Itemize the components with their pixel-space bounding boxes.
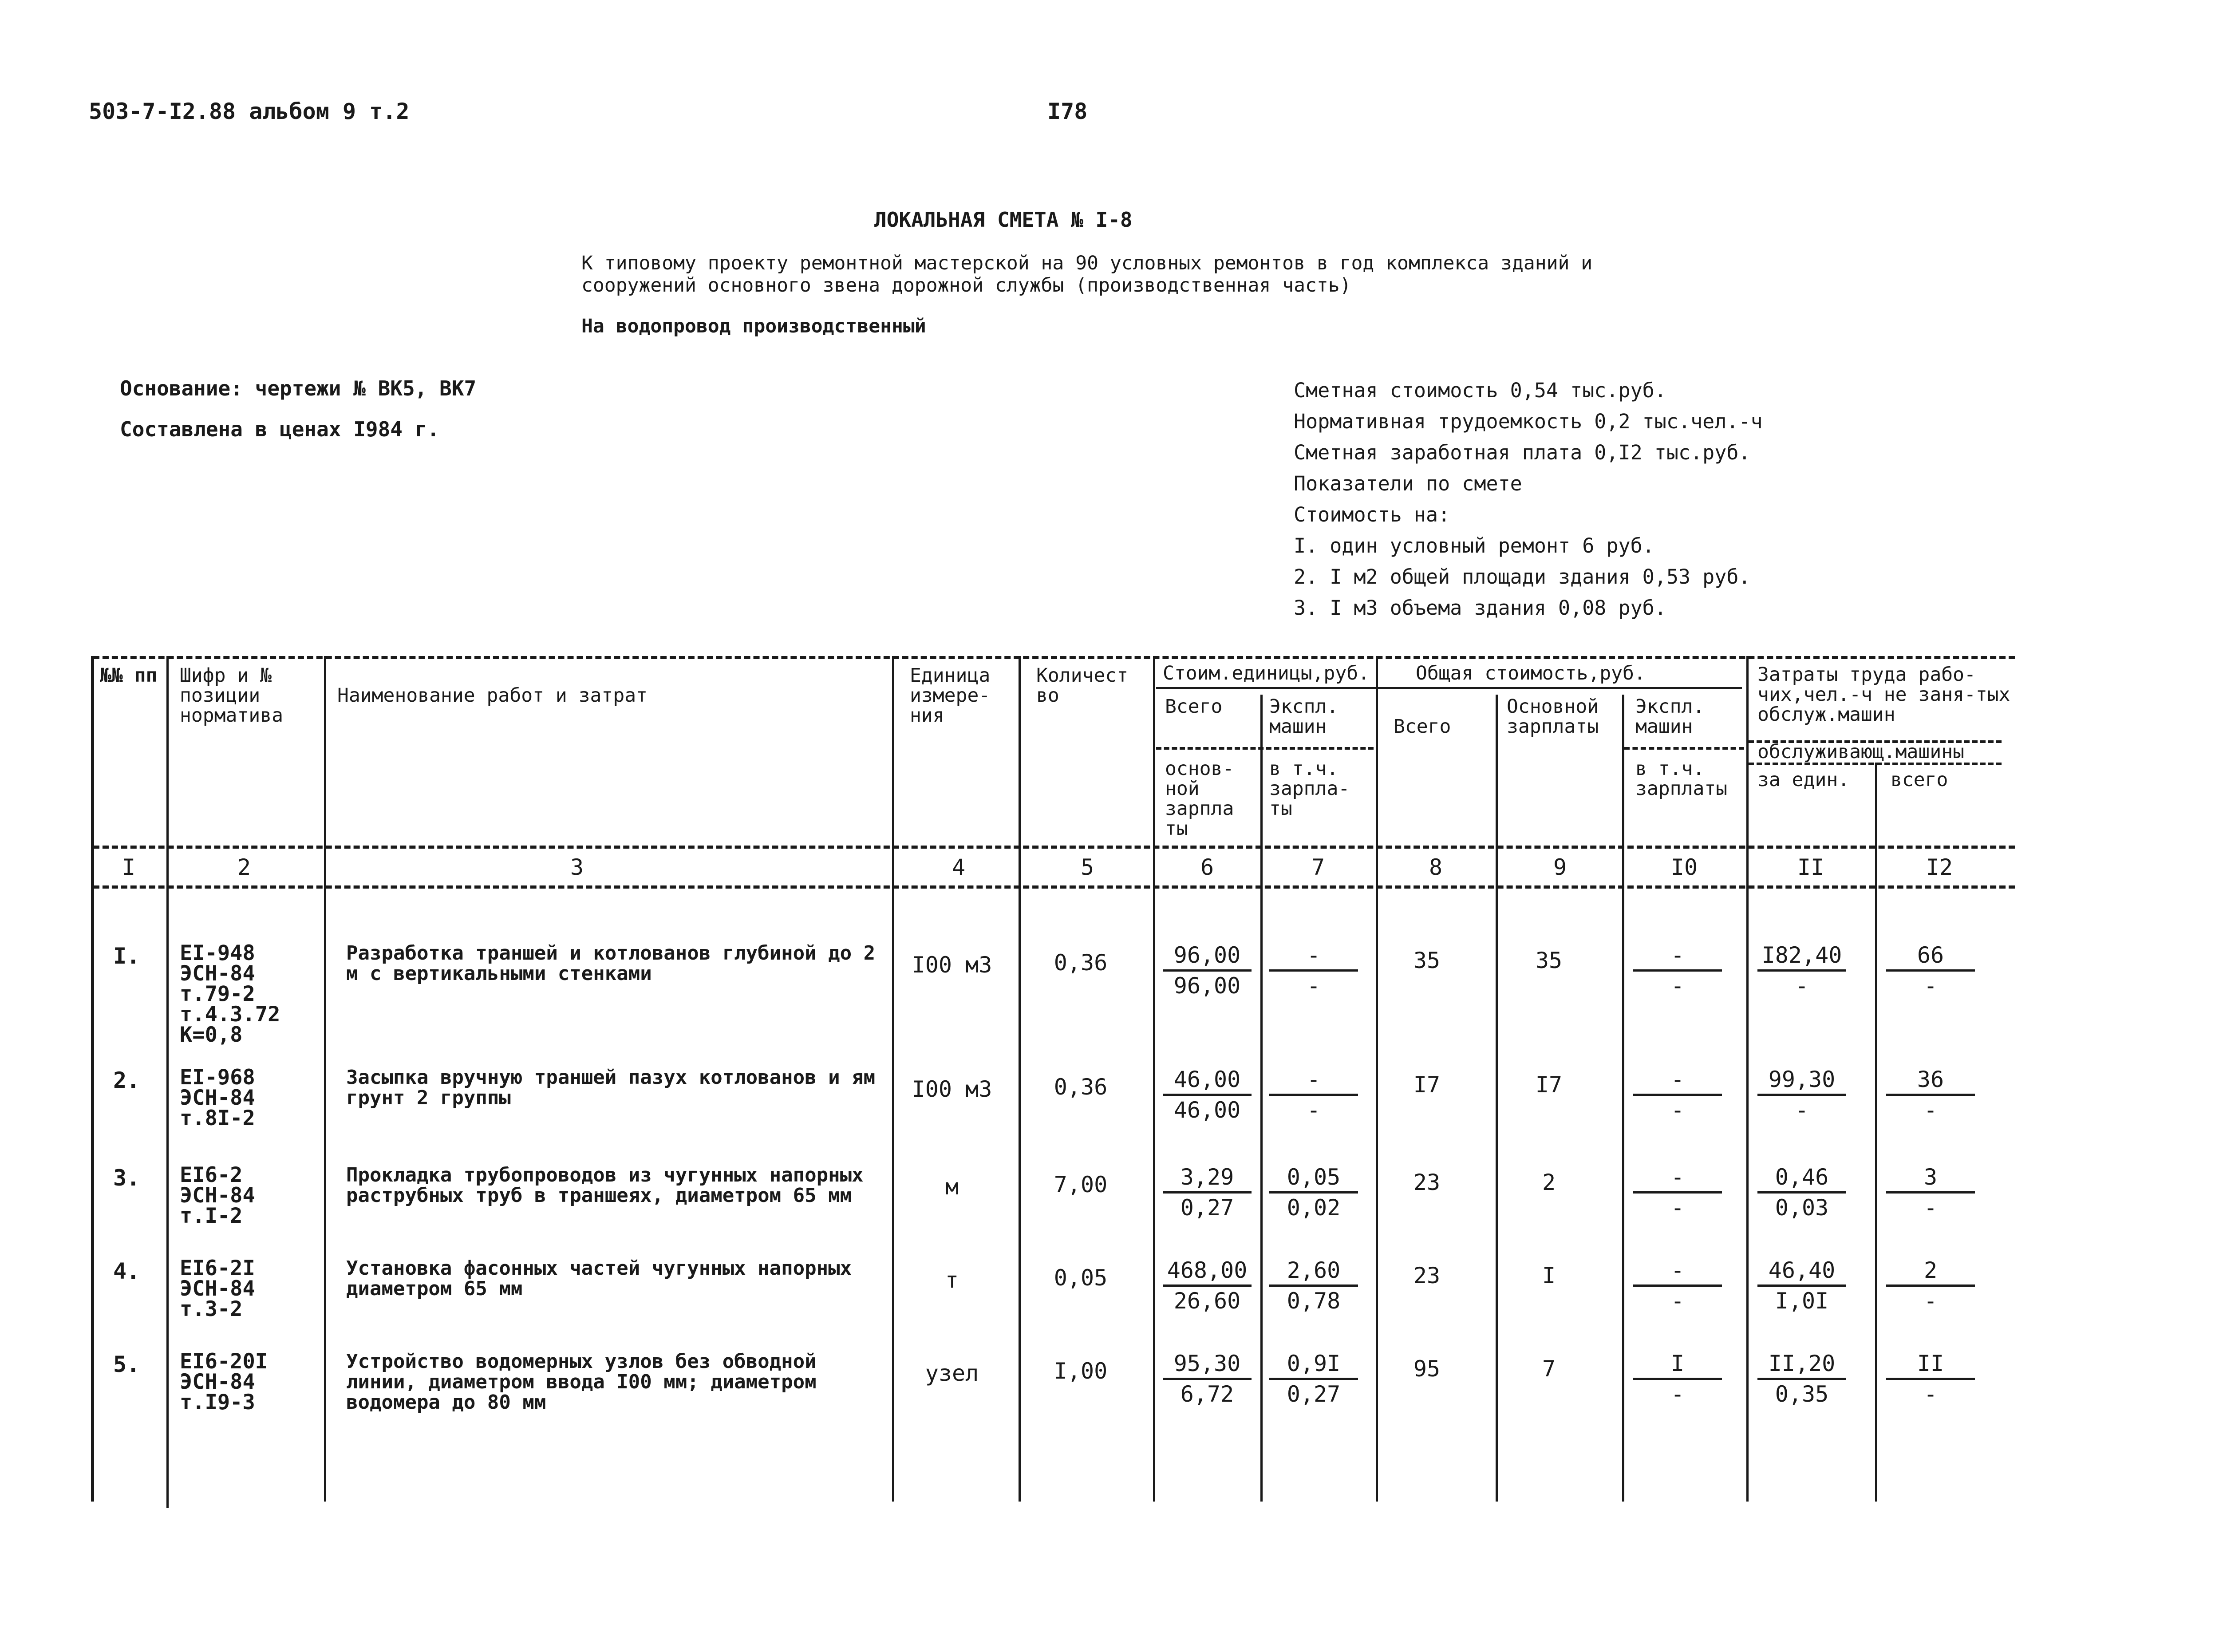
col-header-qty: Количест во (1036, 664, 1129, 707)
col-header-index: №№ пп (100, 664, 158, 687)
group-header-labor: Затраты труда рабо-чих,чел.-ч не заня-тых обслуж.машин (1757, 664, 2010, 726)
colnum-bottom-rule (93, 885, 2015, 889)
row-total-cost: 35 (1413, 948, 1441, 973)
row-qty: 0,36 (1054, 1074, 1108, 1100)
col-number: 2 (237, 854, 251, 880)
row-total-cost: 23 (1413, 1263, 1441, 1288)
document-subtitle: К типовому проекту ремонтной мастерской на 90 условных ремонтов в год комплекса зданий и сооружений основного звена дорожной службы (производственная часть) (581, 252, 1593, 296)
col-header-7b: в т.ч. зарпла-ты (1269, 758, 1350, 820)
row-unit: I00 м3 (912, 1076, 992, 1102)
prices-note: Составлена в ценах I984 г. (120, 417, 440, 441)
row-number: I. (113, 943, 140, 969)
col-rule (1622, 695, 1624, 1502)
row-total-wages: 7 (1542, 1356, 1556, 1382)
row-norm-code: EI6-2 ЭСН-84 т.I-2 (180, 1163, 255, 1228)
row-unit-cost-total-bottom: 46,00 (1173, 1097, 1241, 1123)
col-header-9: Основной зарплаты (1507, 696, 1599, 738)
col-header-8: Всего (1394, 715, 1451, 738)
col-rule (324, 656, 326, 1502)
row-labor-unit (1757, 1349, 1846, 1408)
table-top-rule (93, 656, 2015, 659)
row-unit-cost-machines (1269, 1163, 1358, 1222)
row-labor-unit-bottom: 0,03 (1775, 1195, 1829, 1221)
row-total-wages: I7 (1535, 1072, 1563, 1098)
row-unit-cost-machines-top: - (1269, 1065, 1358, 1096)
row-labor-unit (1757, 1065, 1846, 1124)
row-labor-unit-top: 99,30 (1757, 1065, 1846, 1096)
row-unit-cost-machines (1269, 1256, 1358, 1315)
row-total-machines-top: I (1633, 1349, 1722, 1380)
col-header-code: Шифр и № позиции норматива (180, 664, 283, 727)
col-header-7a: Экспл. машин (1269, 696, 1339, 738)
row-unit-cost-total-bottom: 6,72 (1180, 1381, 1234, 1407)
row-labor-total-bottom: - (1923, 1195, 1938, 1221)
row-total-cost: 23 (1413, 1170, 1441, 1195)
row-labor-unit-top: I82,40 (1757, 941, 1846, 972)
row-unit: I00 м3 (912, 952, 992, 978)
group-header-labor-sub: обслуживающ.машины (1757, 741, 1964, 763)
row-unit-cost-machines-top: 0,05 (1269, 1163, 1358, 1194)
row-total-machines-top: - (1633, 1163, 1722, 1194)
row-total-cost: 95 (1413, 1356, 1441, 1382)
cell-rule (1624, 747, 1744, 750)
row-unit-cost-machines-bottom: - (1307, 973, 1321, 999)
group-underline (1156, 687, 1742, 689)
col-rule (1260, 695, 1263, 1502)
row-unit-cost-total (1163, 1065, 1252, 1124)
row-total-machines (1633, 1065, 1722, 1124)
row-labor-unit-top: 0,46 (1757, 1163, 1846, 1194)
row-labor-total (1886, 1163, 1975, 1222)
row-unit-cost-machines-top: - (1269, 941, 1358, 972)
row-total-machines-top: - (1633, 1256, 1722, 1287)
row-work-name: Прокладка трубопроводов из чугунных напорных раструбных труб в траншеях, диаметром 65 мм (346, 1164, 864, 1207)
row-unit-cost-total (1163, 941, 1252, 1000)
summary-line: Нормативная трудоемкость 0,2 тыс.чел.-ч (1294, 410, 1763, 433)
row-number: 3. (113, 1165, 140, 1191)
row-labor-total-bottom: - (1923, 1288, 1938, 1314)
row-unit: узел (925, 1360, 979, 1386)
summary-line: Сметная стоимость 0,54 тыс.руб. (1294, 379, 1666, 402)
row-labor-total (1886, 1065, 1975, 1124)
col-header-unit: Единица измере-ния (910, 664, 991, 727)
row-unit-cost-total-top: 3,29 (1163, 1163, 1252, 1194)
row-work-name: Засыпка вручную траншей пазух котлованов и ям грунт 2 группы (346, 1066, 876, 1109)
row-total-machines-bottom: - (1670, 1195, 1685, 1221)
document-title: ЛОКАЛЬНАЯ СМЕТА № I-8 (874, 208, 1133, 232)
col-number: 7 (1311, 854, 1325, 880)
row-total-machines-top: - (1633, 1065, 1722, 1096)
col-rule (1496, 695, 1498, 1502)
col-rule (1153, 656, 1155, 1502)
row-total-wages: 35 (1535, 948, 1563, 973)
row-total-machines-bottom: - (1670, 1381, 1685, 1407)
row-unit-cost-machines-bottom: - (1307, 1097, 1321, 1123)
row-number: 2. (113, 1067, 140, 1093)
row-work-name: Разработка траншей и котлованов глубиной до 2 м с вертикальными стенками (346, 942, 876, 985)
row-unit-cost-machines-top: 0,9I (1269, 1349, 1358, 1380)
row-total-cost: I7 (1413, 1072, 1441, 1098)
col-number: I2 (1926, 854, 1953, 880)
row-unit-cost-total-bottom: 26,60 (1173, 1288, 1241, 1314)
row-norm-code: EI6-20I ЭСН-84 т.I9-3 (180, 1349, 268, 1415)
row-labor-total-bottom: - (1923, 1097, 1938, 1123)
col-rule (1019, 656, 1021, 1502)
row-unit-cost-total-bottom: 0,27 (1180, 1195, 1234, 1221)
row-labor-total (1886, 1349, 1975, 1408)
summary-line: 2. I м2 общей площади здания 0,53 руб. (1294, 565, 1751, 589)
summary-line: 3. I м3 объема здания 0,08 руб. (1294, 596, 1666, 620)
row-work-name: Устройство водомерных узлов без обводной линии, диаметром ввода I00 мм; диаметром водомера до 80 мм (346, 1350, 817, 1414)
row-total-wages: I (1542, 1263, 1556, 1288)
col-rule (1875, 763, 1877, 1502)
cost-summary (1294, 375, 1763, 624)
row-total-machines-bottom: - (1670, 1097, 1685, 1123)
col-rule (1376, 656, 1378, 1502)
row-labor-total-top: 66 (1886, 941, 1975, 972)
col-rule (1746, 656, 1749, 1502)
row-labor-unit-top: II,20 (1757, 1349, 1846, 1380)
row-norm-code: EI-968 ЭСН-84 т.8I-2 (180, 1065, 255, 1130)
group-header-total-cost: Общая стоимость,руб. (1416, 662, 1646, 684)
col-rule (91, 656, 94, 1502)
row-qty: 0,05 (1054, 1265, 1108, 1291)
row-labor-unit-top: 46,40 (1757, 1256, 1846, 1287)
row-unit-cost-total (1163, 1163, 1252, 1222)
row-total-machines-bottom: - (1670, 973, 1685, 999)
summary-line: I. один условный ремонт 6 руб. (1294, 534, 1654, 557)
col-number: 8 (1429, 854, 1443, 880)
row-norm-code: EI-948 ЭСН-84 т.79-2 т.4.3.72 К=0,8 (180, 941, 280, 1047)
cell-rule (1156, 747, 1374, 750)
row-labor-total-top: II (1886, 1349, 1975, 1380)
col-header-11: за един. (1757, 769, 1850, 791)
row-total-machines (1633, 941, 1722, 1000)
row-labor-unit-bottom: - (1795, 973, 1809, 999)
row-labor-unit-bottom: 0,35 (1775, 1381, 1829, 1407)
basis-note: Основание: чертежи № ВК5, ВК7 (120, 376, 477, 400)
col-header-6a: Всего (1165, 696, 1223, 718)
col-number: I (122, 854, 136, 880)
row-total-machines-top: - (1633, 941, 1722, 972)
col-number: I0 (1670, 854, 1698, 880)
row-labor-total-bottom: - (1923, 973, 1938, 999)
row-labor-total-top: 36 (1886, 1065, 1975, 1096)
row-qty: I,00 (1054, 1358, 1108, 1384)
col-number: II (1797, 854, 1824, 880)
row-labor-total-bottom: - (1923, 1381, 1938, 1407)
row-unit-cost-total (1163, 1256, 1252, 1315)
col-header-10b: в т.ч. зарплаты (1635, 758, 1728, 800)
summary-line: Стоимость на: (1294, 503, 1450, 526)
col-number: 3 (570, 854, 584, 880)
row-unit-cost-machines-bottom: 0,02 (1287, 1195, 1341, 1221)
row-labor-unit (1757, 941, 1846, 1000)
row-unit-cost-total-bottom: 96,00 (1173, 973, 1241, 999)
row-labor-total-top: 3 (1886, 1163, 1975, 1194)
row-labor-total (1886, 941, 1975, 1000)
row-unit-cost-machines-bottom: 0,27 (1287, 1381, 1341, 1407)
row-labor-unit (1757, 1163, 1846, 1222)
row-number: 5. (113, 1352, 140, 1377)
page-number: I78 (1047, 99, 1088, 124)
row-unit: т (945, 1267, 959, 1293)
summary-line: Сметная заработная плата 0,I2 тыс.руб. (1294, 441, 1751, 464)
header-bottom-rule (93, 846, 2015, 849)
col-header-6b: основ-ной зарпла ты (1165, 758, 1234, 840)
row-total-machines (1633, 1163, 1722, 1222)
row-unit-cost-total-top: 46,00 (1163, 1065, 1252, 1096)
row-total-machines (1633, 1349, 1722, 1408)
group-header-unit-cost: Стоим.единицы,руб. (1163, 662, 1370, 684)
row-total-wages: 2 (1542, 1170, 1556, 1195)
row-labor-total-top: 2 (1886, 1256, 1975, 1287)
row-unit-cost-machines-bottom: 0,78 (1287, 1288, 1341, 1314)
row-unit-cost-machines (1269, 941, 1358, 1000)
row-labor-unit (1757, 1256, 1846, 1315)
document-code: 503-7-I2.88 альбом 9 т.2 (89, 99, 410, 124)
row-total-machines-bottom: - (1670, 1288, 1685, 1314)
col-number: 6 (1200, 854, 1214, 880)
row-unit-cost-machines (1269, 1065, 1358, 1124)
col-rule (166, 656, 169, 1508)
row-unit-cost-total-top: 468,00 (1163, 1256, 1252, 1287)
row-unit-cost-total-top: 95,30 (1163, 1349, 1252, 1380)
col-number: 5 (1080, 854, 1094, 880)
row-number: 4. (113, 1258, 140, 1284)
row-unit: м (945, 1174, 959, 1200)
document-subject: На водопровод производственный (581, 315, 926, 337)
row-labor-unit-bottom: I,0I (1775, 1288, 1829, 1314)
col-number: 4 (952, 854, 966, 880)
row-unit-cost-total-top: 96,00 (1163, 941, 1252, 972)
row-norm-code: EI6-2I ЭСН-84 т.3-2 (180, 1256, 255, 1321)
row-total-machines (1633, 1256, 1722, 1315)
row-qty: 0,36 (1054, 950, 1108, 976)
row-unit-cost-total (1163, 1349, 1252, 1408)
row-unit-cost-machines (1269, 1349, 1358, 1408)
summary-line: Показатели по смете (1294, 472, 1522, 495)
row-qty: 7,00 (1054, 1172, 1108, 1198)
col-header-name: Наименование работ и затрат (337, 684, 648, 707)
row-labor-total (1886, 1256, 1975, 1315)
col-header-10a: Экспл. машин (1635, 696, 1705, 738)
col-header-12: всего (1891, 769, 1948, 791)
row-labor-unit-bottom: - (1795, 1097, 1809, 1123)
col-number: 9 (1553, 854, 1567, 880)
col-rule (892, 656, 894, 1502)
row-work-name: Установка фасонных частей чугунных напорных диаметром 65 мм (346, 1257, 852, 1300)
row-unit-cost-machines-top: 2,60 (1269, 1256, 1358, 1287)
